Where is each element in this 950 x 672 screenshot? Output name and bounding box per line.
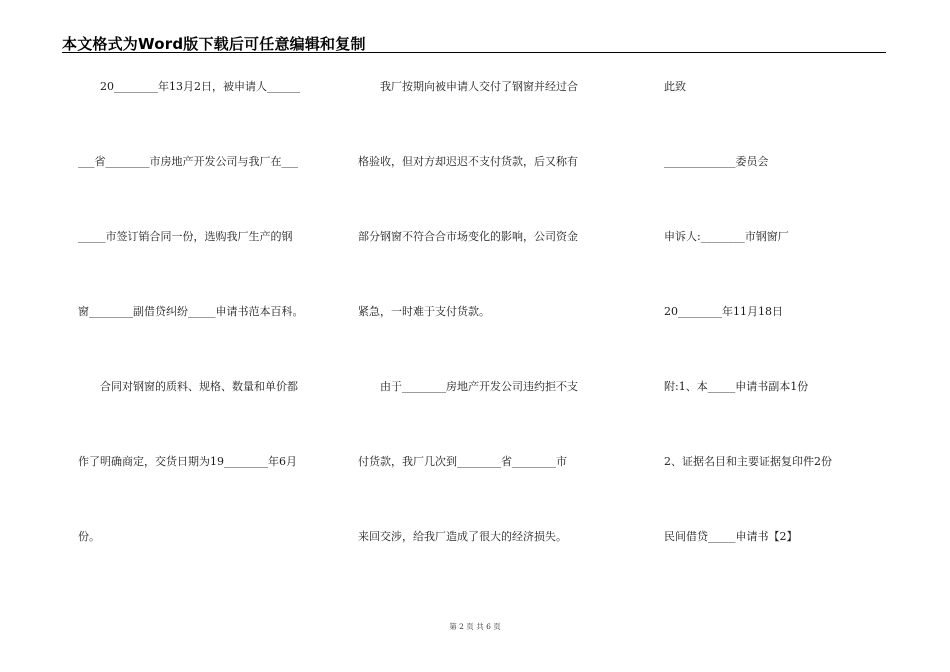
- paragraph-line: 民间借贷_____申请书【2】: [664, 530, 798, 543]
- paragraph-line: 合同对钢窗的质料、规格、数量和单价都: [100, 380, 298, 393]
- paragraph-line: 付货款，我厂几次到________省________市: [358, 455, 567, 468]
- document-header-title: 本文格式为Word版下载后可任意编辑和复制: [62, 35, 366, 53]
- header-divider: [62, 52, 886, 53]
- paragraph-line: 20________年13月2日，被申请人______: [100, 80, 300, 93]
- text-column-3: [664, 70, 894, 595]
- paragraph-line: _____市签订销合同一份，选购我厂生产的钢: [78, 230, 293, 243]
- text-column-1: [78, 70, 340, 595]
- paragraph-line: 格验收，但对方却迟迟不支付货款，后又称有: [358, 155, 578, 168]
- paragraph-line: 窗________副借贷纠纷_____申请书范本百科。: [78, 305, 304, 318]
- paragraph-line: 申诉人:________市钢窗厂: [664, 230, 789, 243]
- paragraph-line: 附:1、本_____申请书副本1份: [664, 380, 809, 393]
- paragraph-line: 作了明确商定，交货日期为19________年6月: [78, 455, 297, 468]
- paragraph-line: 20________年11月18日: [664, 305, 783, 318]
- paragraph-line: 部分钢窗不符合合市场变化的影响，公司资金: [358, 230, 578, 243]
- paragraph-line: 紧急，一时难于支付货款。: [358, 305, 490, 318]
- text-column-2: [358, 70, 620, 595]
- paragraph-line: 2、证据名目和主要证据复印件2份: [664, 455, 832, 468]
- paragraph-line: 份。: [78, 530, 100, 543]
- paragraph-line: 此致: [664, 80, 686, 93]
- paragraph-line: 由于________房地产开发公司违约拒不支: [380, 380, 578, 393]
- paragraph-line: 来回交涉，给我厂造成了很大的经济损失。: [358, 530, 567, 543]
- paragraph-line: _____________委员会: [664, 155, 769, 168]
- page-number-footer: 第 2 页 共 6 页: [449, 622, 501, 631]
- paragraph-line: ___省________市房地产开发公司与我厂在___: [78, 155, 298, 168]
- paragraph-line: 我厂按期向被申请人交付了钢窗并经过合: [380, 80, 578, 93]
